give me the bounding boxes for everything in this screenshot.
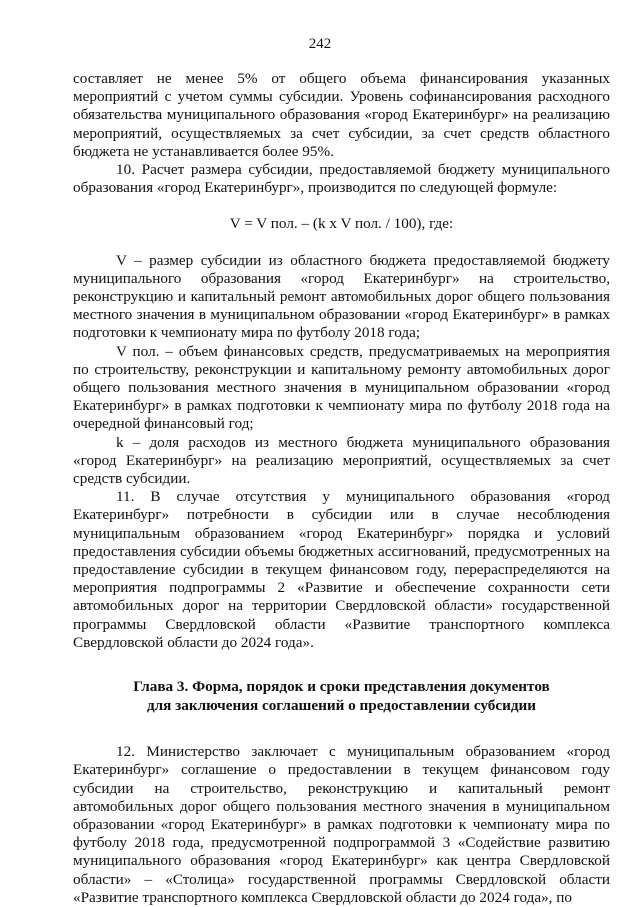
chapter-heading-line-1: Глава 3. Форма, порядок и сроки представления документов [133, 678, 550, 696]
chapter-heading [73, 678, 610, 715]
paragraph-11: 11. В случае отсутствия у муниципального образования «город Екатеринбург» потребности в субсидии или в случае несоблюдения муниципальным образованием «город Екатеринбург» порядка и условий предоставления субсидии объемы бюджетных ассигнований, предусмотренных на предоставление субсидии в текущем финансовом году, перераспределяются на мероприятия подпрограммы 2 «Развитие и обеспечение сохранности сети автомобильных дорог на территории Свердловской области» государственной программы Свердловской области «Развитие транспортного комплекса Свердловской области до 2024 года». [73, 488, 610, 651]
page-number: 242 [308, 36, 332, 52]
definition-v-pol: V пол. – объем финансовых средств, предусматриваемых на мероприятия по строительству, реконструкции и капитальному ремонту автомобильных дорог общего пользования местного значения в муниципальном образовании «город Екатеринбург» в рамках подготовки к чемпионату мира по футболу 2018 года на очередной финансовый год; [73, 342, 610, 433]
document-body [73, 70, 610, 907]
formula: V = V пол. – (k x V пол. / 100), где: [229, 215, 454, 233]
definition-v: V – размер субсидии из областного бюджета предоставляемой бюджету муниципального образования «город Екатеринбург» на строительство, реконструкцию и капитальный ремонт автомобильных дорог общего пользования местного значения в муниципальном образовании «город Екатеринбург» в рамках подготовки к чемпионату мира по футболу 2018 года; [73, 251, 610, 342]
chapter-heading-line-2: для заключения соглашений о предоставлении субсидии [146, 696, 537, 714]
paragraph-12: 12. Министерство заключает с муниципальным образованием «город Екатеринбург» соглашение о предоставлении в текущем финансовом году субсидии на строительство, реконструкцию и капитальный ремонт автомобильных дорог общего пользования местного значения в муниципальном образовании «город Екатеринбург» в рамках подготовки к чемпионату мира по футболу 2018 года, предусмотренной подпрограммой 3 «Содействие развитию муниципального образования «город Екатеринбург» как центра Свердловской области» – «Столица» государственной программы Свердловской области «Развитие транспортного комплекса Свердловской области до 2024 года», по [73, 743, 610, 906]
definition-k: k – доля расходов из местного бюджета муниципального образования «город Екатеринбург» на реализацию мероприятий, осуществляемых за счет средств субсидии. [73, 433, 610, 488]
paragraph-10: 10. Расчет размера субсидии, предоставляемой бюджету муниципального образования «город Екатеринбург», производится по следующей формуле: [73, 161, 610, 197]
paragraph-continuation: составляет не менее 5% от общего объема финансирования указанных мероприятий с учетом суммы субсидии. Уровень софинансирования расходного обязательства муниципального образования «город Екатеринбург» на реализацию мероприятий, осуществляемых за счет субсидии, за счет средств областного бюджета не устанавливается более 95%. [73, 70, 610, 160]
